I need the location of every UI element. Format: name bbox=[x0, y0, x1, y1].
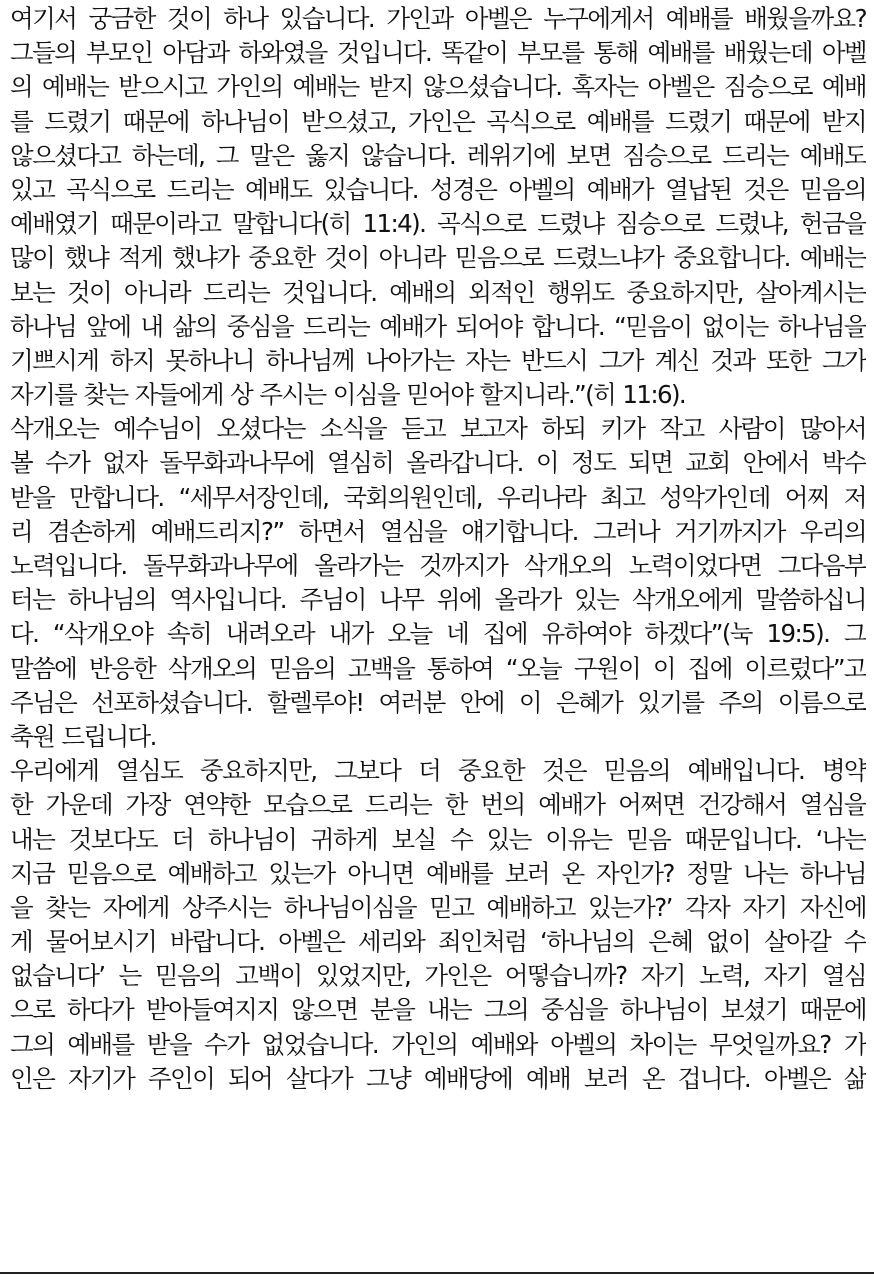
text-line: 다. “삭개오야 속히 내려오라 내가 오늘 네 집에 유하여야 하겠다”(눅 19:5). 그 bbox=[10, 619, 866, 649]
text-line: 를 드렸기 때문에 하나님이 받으셨고, 가인은 곡식으로 예배를 드렸기 때문에 받지 bbox=[10, 106, 866, 136]
text-line: 자기를 찾는 자들에게 상 주시는 이심을 믿어야 할지니라.”(히 11:6). bbox=[10, 380, 686, 410]
text-line: 한 가운데 가장 연약한 모습으로 드리는 한 번의 예배가 어쩌면 건강해서 열심을 bbox=[10, 790, 866, 820]
text-line: 리 겸손하게 예배드리지?” 하면서 열심을 얘기합니다. 그러나 거기까지가 우리의 bbox=[10, 516, 866, 546]
text-line: 보는 것이 아니라 드리는 것입니다. 예배의 외적인 행위도 중요하지만, 살아계시는 bbox=[10, 277, 866, 307]
text-line: 않으셨다고 하는데, 그 말은 옳지 않습니다. 레위기에 보면 짐승으로 드리는 예배도 bbox=[10, 140, 866, 170]
text-line: 볼 수가 없자 돌무화과나무에 열심히 올라갑니다. 이 정도 되면 교회 안에서 박수 bbox=[10, 448, 866, 478]
text-line: 주님은 선포하셨습니다. 할렐루야! 여러분 안에 이 은혜가 있기를 주의 이름으로 bbox=[10, 687, 866, 717]
text-line: 축원 드립니다. bbox=[10, 721, 156, 751]
text-line: 여기서 궁금한 것이 하나 있습니다. 가인과 아벨은 누구에게서 예배를 배웠을까요? bbox=[10, 4, 866, 33]
text-line: 의 예배는 받으시고 가인의 예배는 받지 않으셨습니다. 혹자는 아벨은 짐승으로 예배 bbox=[10, 72, 866, 102]
text-line: 게 물어보시기 바랍니다. 아벨은 세리와 죄인처럼 ‘하나님의 은혜 없이 살아갈 수 bbox=[10, 927, 866, 957]
text-line: 내는 것보다도 더 하나님이 귀하게 보실 수 있는 이유는 믿음 때문입니다. ‘나는 bbox=[10, 824, 866, 854]
paragraph-start-line: 삭개오는 예수님이 오셨다는 소식을 듣고 보고자 하되 키가 작고 사람이 많아서 bbox=[10, 414, 866, 444]
text-line: 그들의 부모인 아담과 하와였을 것입니다. 똑같이 부모를 통해 예배를 배웠는데 아벨 bbox=[10, 38, 866, 68]
text-line: 으로 하다가 받아들여지지 않으면 분을 내는 그의 중심을 하나님이 보셨기 때문에 bbox=[10, 995, 866, 1025]
text-line: 지금 믿음으로 예배하고 있는가 아니면 예배를 보러 온 자인가? 정말 나는 하나님 bbox=[10, 858, 866, 888]
paragraph-start-line: 우리에게 열심도 중요하지만, 그보다 더 중요한 것은 믿음의 예배입니다. 병약 bbox=[10, 756, 866, 786]
text-line: 하나님 앞에 내 삶의 중심을 드리는 예배가 되어야 합니다. “믿음이 없이는 하나님을 bbox=[10, 311, 866, 341]
text-line: 그의 예배를 받을 수가 없었습니다. 가인의 예배와 아벨의 차이는 무엇일까요? 가 bbox=[10, 1029, 866, 1059]
text-line: 노력입니다. 돌무화과나무에 올라가는 것까지가 삭개오의 노력이었다면 그다음부 bbox=[10, 551, 866, 580]
text-line: 예배였기 때문이라고 말합니다(히 11:4). 곡식으로 드렸냐 짐승으로 드렸냐, 헌금을 bbox=[10, 209, 866, 239]
text-line: 말씀에 반응한 삭개오의 믿음의 고백을 통하여 “오늘 구원이 이 집에 이르렀다”고 bbox=[10, 653, 866, 683]
text-line: 없습니다’ 는 믿음의 고백이 있었지만, 가인은 어떻습니까? 자기 노력, 자기 열심 bbox=[10, 961, 866, 991]
text-line: 을 찾는 자에게 상주시는 하나님이심을 믿고 예배하고 있는가?’ 각자 자기 자신에 bbox=[10, 892, 866, 922]
text-line: 기쁘시게 하지 못하나니 하나님께 나아가는 자는 반드시 그가 계신 것과 또한 그가 bbox=[10, 345, 866, 375]
text-line: 인은 자기가 주인이 되어 살다가 그냥 예배당에 예배 보러 온 겁니다. 아벨은 삶 bbox=[10, 1063, 866, 1093]
text-line: 터는 하나님의 역사입니다. 주님이 나무 위에 올라가 있는 삭개오에게 말씀하십니 bbox=[10, 585, 866, 615]
text-line: 많이 했냐 적게 했냐가 중요한 것이 아니라 믿음으로 드렸느냐가 중요합니다. 예배는 bbox=[10, 243, 866, 273]
body-text bbox=[10, 2, 866, 1096]
text-line: 받을 만합니다. “세무서장인데, 국회의원인데, 우리나라 최고 성악가인데 어찌 저 bbox=[10, 482, 866, 512]
page-bottom-border bbox=[0, 1272, 874, 1274]
text-line: 있고 곡식으로 드리는 예배도 있습니다. 성경은 아벨의 예배가 열납된 것은 믿음의 bbox=[10, 174, 866, 204]
